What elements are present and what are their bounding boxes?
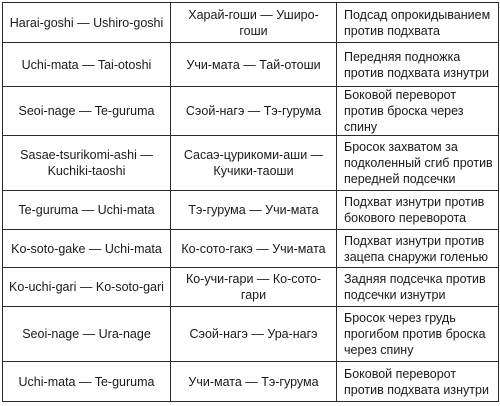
description-cell: Подсад опрокидыванием против подхвата bbox=[337, 3, 499, 43]
description-cell: Бросок через грудь прогибом против броска через спину bbox=[337, 307, 499, 362]
description-cell: Бросок захватом за подколенный сгиб против передней подсечки bbox=[337, 136, 499, 191]
romaji-cell: Te-guruma — Uchi-mata bbox=[3, 191, 171, 230]
russian-name-cell: Учи-мата — Тэ-гурума bbox=[171, 362, 337, 402]
russian-name-cell: Ко-учи-гари — Ко-сото-гари bbox=[171, 268, 337, 307]
techniques-table bbox=[2, 2, 499, 402]
description-cell: Подхват изнутри против зацепа снаружи голенью bbox=[337, 230, 499, 268]
table-row bbox=[3, 191, 499, 230]
romaji-cell: Uchi-mata — Te-guruma bbox=[3, 362, 171, 402]
description-cell: Задняя подсечка против подсечки изнутри bbox=[337, 268, 499, 307]
table-row bbox=[3, 307, 499, 362]
russian-name-cell: Харай-гоши — Уширо-гоши bbox=[171, 3, 337, 43]
table-row bbox=[3, 87, 499, 136]
description-cell: Подхват изнутри против бокового переворота bbox=[337, 191, 499, 230]
table-row bbox=[3, 230, 499, 268]
romaji-cell: Ko-uchi-gari — Ko-soto-gari bbox=[3, 268, 171, 307]
romaji-cell: Ko-soto-gake — Uchi-mata bbox=[3, 230, 171, 268]
romaji-cell: Harai-goshi — Ushiro-goshi bbox=[3, 3, 171, 43]
romaji-cell: Seoi-nage — Te-guruma bbox=[3, 87, 171, 136]
description-cell: Боковой переворот против броска через спину bbox=[337, 87, 499, 136]
table-row bbox=[3, 3, 499, 43]
russian-name-cell: Учи-мата — Тай-отоши bbox=[171, 43, 337, 87]
romaji-cell: Uchi-mata — Tai-otoshi bbox=[3, 43, 171, 87]
table-row bbox=[3, 43, 499, 87]
russian-name-cell: Тэ-гурума — Учи-мата bbox=[171, 191, 337, 230]
romaji-cell: Seoi-nage — Ura-nage bbox=[3, 307, 171, 362]
russian-name-cell: Сэой-нагэ — Тэ-гурума bbox=[171, 87, 337, 136]
table-row bbox=[3, 136, 499, 191]
description-cell: Передняя подножка против подхвата изнутри bbox=[337, 43, 499, 87]
romaji-cell: Sasae-tsurikomi-ashi — Kuchiki-taoshi bbox=[3, 136, 171, 191]
table-row bbox=[3, 268, 499, 307]
russian-name-cell: Сасаэ-цурикоми-аши — Кучики-таоши bbox=[171, 136, 337, 191]
description-cell: Боковой переворот против подхвата изнутри bbox=[337, 362, 499, 402]
table-row bbox=[3, 362, 499, 402]
russian-name-cell: Ко-сото-гакэ — Учи-мата bbox=[171, 230, 337, 268]
russian-name-cell: Сэой-нагэ — Ура-нагэ bbox=[171, 307, 337, 362]
